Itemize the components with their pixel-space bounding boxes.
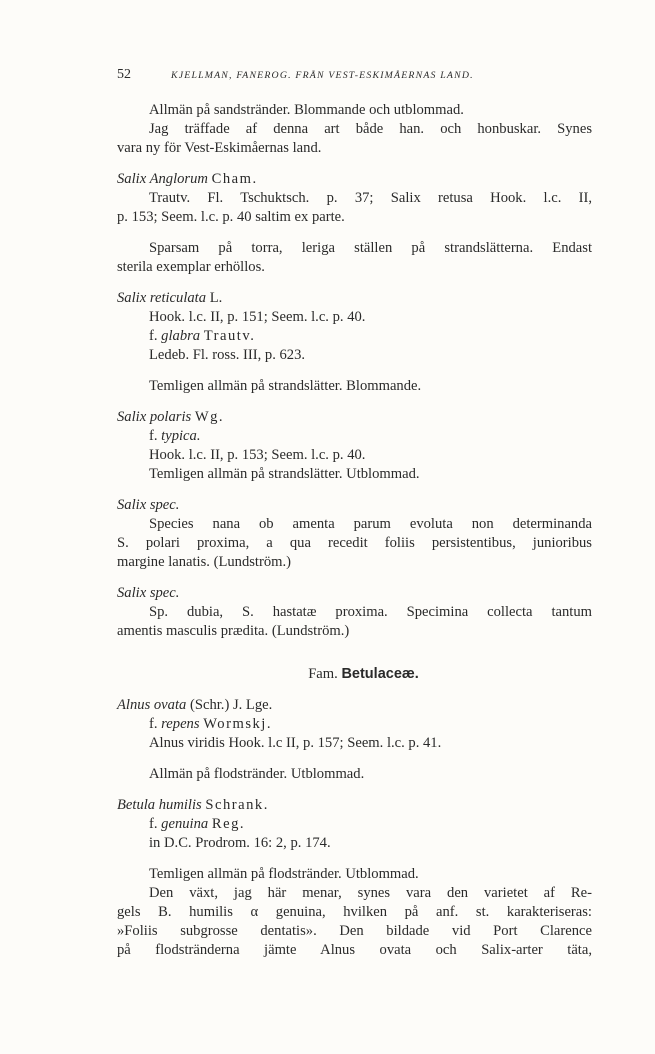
text-line: Ledeb. Fl. ross. III, p. 623. — [149, 347, 306, 363]
form-authority: Wormskj. — [203, 716, 272, 732]
form-line: f. glabra Trautv. — [149, 328, 256, 344]
species-heading — [117, 170, 592, 189]
page-number: 52 — [117, 67, 131, 82]
text-line: Temligen allmän på strandslätter. Utblommad. — [149, 466, 420, 482]
text-line: Species nana ob amenta parum evoluta non determinanda — [149, 516, 592, 532]
species-heading — [117, 584, 592, 603]
species-authority: L. — [209, 290, 223, 306]
form-name: glabra — [161, 328, 201, 344]
species-heading — [117, 796, 592, 815]
text-line: »Foliis subgrosse dentatis». Den bildade vid Port Clarence — [117, 923, 592, 939]
form-authority: Reg. — [211, 816, 246, 832]
species-name: Salix polaris — [117, 409, 192, 425]
family-name: Betulaceæ. — [341, 666, 419, 682]
text-line: Alnus viridis Hook. l.c II, p. 157; Seem. l.c. p. 41. — [149, 735, 442, 751]
page-header — [117, 66, 592, 86]
text-line: gels B. humilis α genuina, hvilken på anf. st. karakteriseras: — [117, 904, 592, 920]
form-line: f. typica. — [149, 428, 201, 444]
text-line: Allmän på sandstränder. Blommande och utblommad. — [149, 102, 464, 118]
species-authority: Cham. — [211, 171, 258, 187]
species-name: Betula humilis — [117, 797, 202, 813]
species-authority: (Schr.) J. Lge. — [189, 697, 273, 713]
species-heading — [117, 408, 592, 427]
text-line: amentis masculis prædita. (Lundström.) — [117, 623, 350, 639]
text-line: Temligen allmän på flodstränder. Utblommad. — [149, 866, 419, 882]
form-name: repens — [161, 716, 200, 732]
species-heading — [117, 696, 592, 715]
species-heading — [117, 496, 592, 515]
running-title: KJELLMAN, FANEROG. FRÅN VEST-ESKIMÅERNAS LAND. — [171, 70, 474, 81]
family-heading: Fam. Betulaceæ. — [308, 666, 419, 682]
species-authority: Wg. — [194, 409, 225, 425]
species-heading — [117, 289, 592, 308]
page-body — [117, 101, 592, 960]
text-line: Temligen allmän på strandslätter. Blommande. — [149, 378, 422, 394]
form-name: typica. — [161, 428, 201, 444]
species-name: Salix Anglorum — [117, 171, 208, 187]
text-line: p. 153; Seem. l.c. p. 40 saltim ex parte. — [117, 209, 345, 225]
text-line: Sparsam på torra, leriga ställen på strandslätterna. Endast — [149, 240, 592, 256]
species-name: Salix reticulata — [117, 290, 207, 306]
form-authority: Trautv. — [203, 328, 256, 344]
text-line: Jag träffade af denna art både han. och honbuskar. Synes — [149, 121, 592, 137]
species-name: Salix spec. — [117, 497, 180, 513]
form-line: f. genuina Reg. — [149, 816, 246, 832]
text-line: margine lanatis. (Lundström.) — [117, 554, 292, 570]
text-line: sterila exemplar erhöllos. — [117, 259, 265, 275]
species-name: Salix spec. — [117, 585, 180, 601]
form-line: f. repens Wormskj. — [149, 716, 272, 732]
text-line: vara ny för Vest-Eskimåernas land. — [117, 140, 322, 156]
text-line: Hook. l.c. II, p. 153; Seem. l.c. p. 40. — [149, 447, 366, 463]
text-line: Sp. dubia, S. hastatæ proxima. Specimina collecta tantum — [149, 604, 592, 620]
species-name: Alnus ovata — [117, 697, 187, 713]
text-line: Den växt, jag här menar, synes vara den varietet af Re- — [149, 885, 592, 901]
text-line: Allmän på flodstränder. Utblommad. — [149, 766, 365, 782]
text-line: Trautv. Fl. Tschuktsch. p. 37; Salix retusa Hook. l.c. II, — [149, 190, 592, 206]
text-line: Hook. l.c. II, p. 151; Seem. l.c. p. 40. — [149, 309, 366, 325]
text-line: in D.C. Prodrom. 16: 2, p. 174. — [149, 835, 331, 851]
species-authority: Schrank. — [205, 797, 269, 813]
text-line: S. polari proxima, a qua recedit foliis persistentibus, junioribus — [117, 535, 592, 551]
form-name: genuina — [161, 816, 209, 832]
text-line: på flodstränderna jämte Alnus ovata och Salix-arter täta, — [117, 942, 592, 958]
